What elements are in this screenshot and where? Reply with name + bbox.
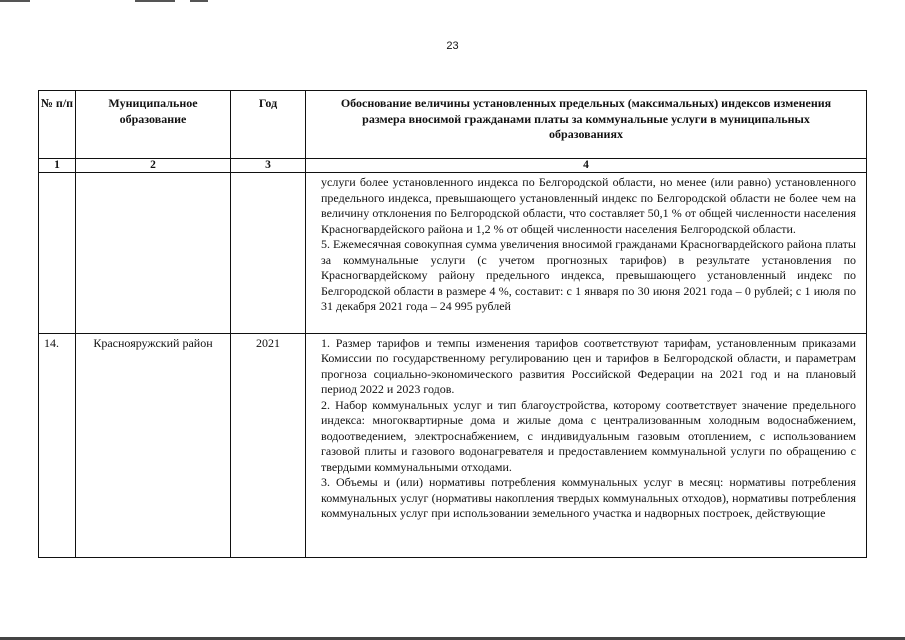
column-number: 4 <box>306 159 867 173</box>
header-number: № п/п <box>39 91 76 159</box>
column-number: 1 <box>39 159 76 173</box>
justification-paragraph: 1. Размер тарифов и темпы изменения тарифов соответствуют тарифам, установленным приказами Комиссии по государственному регулированию цен и тарифов в Белгородской области, и параметрам прогноза социально-экономического развития Российской Федерации на 2021 год и на плановый период 2022 и 2023 годов. <box>321 335 856 396</box>
row-year: 2021 <box>231 333 306 557</box>
page-number: 23 <box>446 40 459 52</box>
row-municipality: Краснояружский район <box>76 333 231 557</box>
table-row <box>39 333 867 557</box>
header-year: Год <box>231 91 306 159</box>
table-row <box>39 173 867 334</box>
header-municipality: Муниципальное образование <box>76 91 231 159</box>
justification-paragraph: 2. Набор коммунальных услуг и тип благоустройства, которому соответствует значение предельного индекса: многоквартирные дома и жилые дома с централизованным холодным водоснабжением, водоотведением, электроснабжением, с индивидуальным газовым отоплением, с использованием газовой плиты и газового водонагревателя и предоставлением коммунальной услуги по обращению с твердыми коммунальными отходами. <box>321 397 856 474</box>
column-number: 3 <box>231 159 306 173</box>
scan-edge-top <box>0 0 905 3</box>
justification-paragraph: 3. Объемы и (или) нормативы потребления коммунальных услуг в месяц: нормативы потребления коммунальных услуг (нормативы накопления твердых коммунальных отходов), нормативы потребления коммунальных услуг при использовании земельного участка и надворных построек, действующие <box>321 475 856 520</box>
row-justification <box>306 173 867 334</box>
column-number-row <box>39 159 867 173</box>
header-justification: Обоснование величины установленных предельных (максимальных) индексов изменения размера вносимой гражданами платы за коммунальные услуги в муниципальных образованиях <box>306 91 867 159</box>
justification-paragraph: 5. Ежемесячная совокупная сумма увеличения вносимой гражданами Красногвардейского района платы за коммунальные услуги (с учетом прогнозных тарифов) в результате установления по Красногвардейскому району предельного индекса, превышающего установленный индекс по Белгородской области в размере 4 %, составит: с 1 января по 30 июня 2021 года – 0 рублей; с 1 июля по 31 декабря 2021 года – 24 995 рублей <box>321 237 856 313</box>
row-municipality <box>76 173 231 334</box>
indices-table <box>38 90 867 558</box>
row-number <box>39 173 76 334</box>
row-year <box>231 173 306 334</box>
row-justification <box>306 333 867 557</box>
table-header-row <box>39 91 867 159</box>
column-number: 2 <box>76 159 231 173</box>
row-number: 14. <box>39 333 76 557</box>
justification-paragraph: услуги более установленного индекса по Белгородской области, но менее (или равно) установленного предельного индекса, превышающего установленный индекс по Белгородской области не более чем на величину отклонения по Белгородской области, что составляет 50,1 % от общей численности населения Красногвардейского района и 1,2 % от общей численности населения Белгородской области. <box>321 175 856 236</box>
